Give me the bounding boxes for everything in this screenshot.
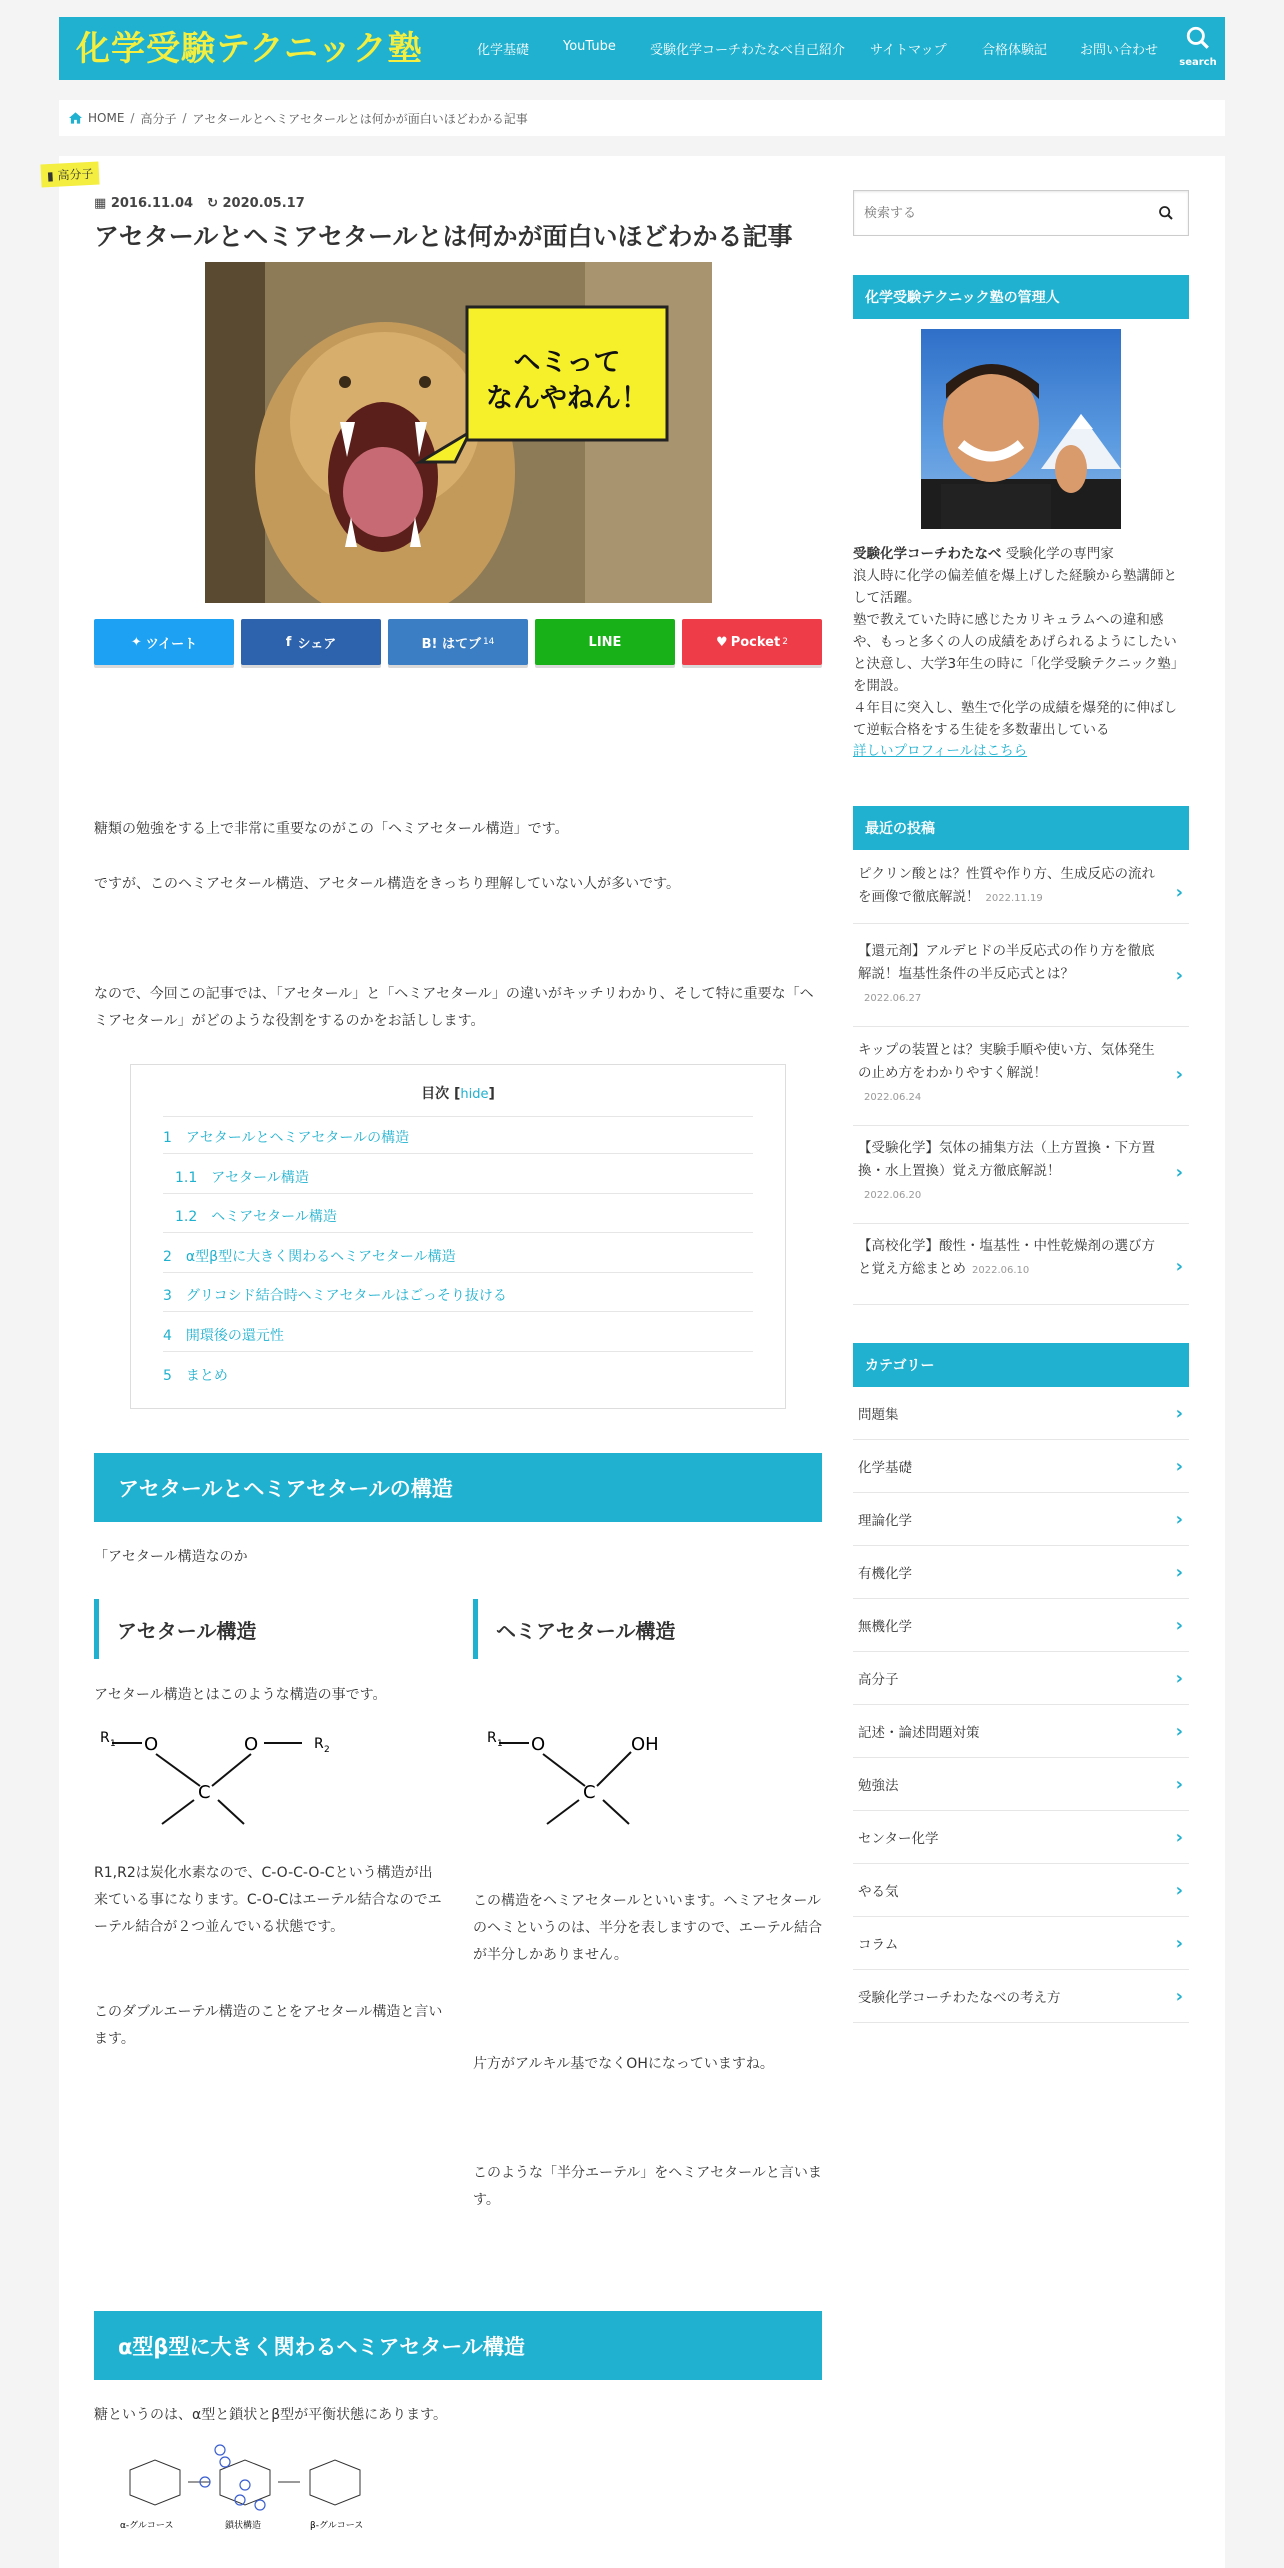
chevron-right-icon: ›	[1175, 1826, 1183, 1848]
hemiacetal-paragraph-1: この構造をヘミアセタールといいます。ヘミアセタールのヘミというのは、半分を表しますので、エーテル結合が半分しかありません。	[473, 1893, 823, 1963]
chevron-right-icon: ›	[1175, 1985, 1183, 2007]
acetal-paragraph-1: アセタール構造とはこのような構造の事です。	[94, 1687, 387, 1703]
category-item[interactable]	[853, 1864, 1189, 1917]
hemiacetal-label-oh: OH	[631, 1734, 659, 1755]
share-pocket-label: Pocket	[730, 634, 781, 650]
hemiacetal-structure-diagram	[481, 1728, 681, 1838]
breadcrumb-category[interactable]: 高分子	[140, 111, 177, 126]
category-item[interactable]	[853, 1970, 1189, 2023]
calendar-icon: ▦	[94, 196, 107, 211]
recent-post-title: 【高校化学】酸性・塩基性・中性乾燥剤の選び方と覚え方総まとめ	[858, 1238, 1155, 1277]
recent-post-title: キップの装置とは？実験手順や使い方、気体発生の止め方をわかりやすく解説！	[858, 1042, 1155, 1081]
recent-post-title: 【還元剤】アルデヒドの半反応式の作り方を徹底解説！塩基性条件の半反応式とは？	[858, 943, 1155, 982]
category-label: 化学基礎	[858, 1460, 912, 1476]
hemiacetal-label-r1-sub: 1	[497, 1739, 503, 1749]
hemiacetal-label-r1: R	[487, 1730, 497, 1746]
category-item[interactable]	[853, 1599, 1189, 1652]
toc-divider	[163, 1116, 753, 1117]
recent-post-date: 2022.06.20	[864, 1190, 922, 1201]
intro-paragraph-2: ですが、このヘミアセタール構造、アセタール構造をきっちり理解していない人が多いです。	[94, 876, 681, 892]
category-label: 理論化学	[858, 1513, 912, 1529]
acetal-label-r2-sub: 2	[324, 1745, 330, 1755]
admin-avatar	[921, 329, 1121, 529]
recent-posts-heading: 最近の投稿	[853, 806, 1189, 850]
published-date	[94, 196, 193, 211]
toc-item[interactable]: 1 アセタールとヘミアセタールの構造	[163, 1127, 753, 1154]
toc-item[interactable]: 1.1 アセタール構造	[163, 1167, 753, 1194]
search-icon[interactable]	[1158, 205, 1174, 221]
section1-lead: 「アセタール構造なのか	[94, 1549, 248, 1565]
chevron-right-icon: ›	[1175, 1773, 1183, 1795]
acetal-label-o1: O	[144, 1734, 159, 1755]
share-line-button[interactable]	[535, 619, 675, 665]
nav-item-self-intro[interactable]: 受験化学コーチわたなべ自己紹介	[650, 43, 846, 58]
hemiacetal-paragraph-2: 片方がアルキル基でなくOHになっていますね。	[473, 2056, 774, 2072]
category-item[interactable]	[853, 1652, 1189, 1705]
hemiacetal-label-o: O	[531, 1734, 546, 1755]
category-label: 問題集	[858, 1407, 899, 1423]
chevron-right-icon: ›	[1175, 1508, 1183, 1530]
category-item[interactable]	[853, 1705, 1189, 1758]
search-label: search	[1179, 57, 1217, 68]
acetal-label-r2: R	[314, 1736, 324, 1752]
category-item[interactable]	[853, 1387, 1189, 1440]
avatar-illustration	[921, 329, 1121, 529]
category-item[interactable]	[853, 1917, 1189, 1970]
admin-bio-text: 受験化学の専門家 浪人時に化学の偏差値を爆上げした経験から塾講師として活躍。 塾で教えていた時に感じたカリキュラムへの違和感や、もっと多くの人の成績をあげられるようにしたいと決意し、大学3年生の時に「化学受験テクニック塾」を開設。 ４年目に突入し、塾生で化学の成績を爆発的に伸ばして逆転合格をする生徒を多数輩出している	[853, 546, 1185, 738]
recent-post-item[interactable]	[853, 1235, 1189, 1305]
acetal-label-r1-sub: 1	[110, 1739, 116, 1749]
admin-name: 受験化学コーチわたなべ	[853, 546, 1002, 562]
category-label: センター化学	[858, 1831, 939, 1847]
recent-post-item[interactable]	[853, 1039, 1189, 1126]
share-line-label: LINE	[588, 634, 622, 650]
category-widget-heading: カテゴリー	[853, 1343, 1189, 1387]
chevron-right-icon: ›	[1175, 1667, 1183, 1689]
intro-paragraph-1: 糖類の勉強をする上で非常に重要なのがこの「ヘミアセタール構造」です。	[94, 821, 569, 837]
share-hatena-button[interactable]	[388, 619, 528, 665]
acetal-paragraph-3: このダブルエーテル構造のことをアセタール構造と言います。	[94, 2004, 443, 2047]
diagram-label-alpha: α-グルコース	[120, 2521, 174, 2531]
recent-post-date: 2022.11.19	[985, 893, 1043, 904]
category-tag-label: 高分子	[57, 166, 94, 183]
lion-illustration	[205, 262, 712, 603]
post-dates	[94, 196, 305, 211]
category-label: コラム	[858, 1937, 899, 1953]
recent-post-date: 2022.06.24	[864, 1092, 922, 1103]
updated-date-value: 2020.05.17	[222, 196, 305, 211]
chevron-right-icon: ›	[1175, 1256, 1183, 1277]
chevron-right-icon: ›	[1175, 1932, 1183, 1954]
chevron-right-icon: ›	[1175, 965, 1183, 986]
hero-caption-line2: なんやねん！	[486, 383, 648, 414]
category-item[interactable]	[853, 1546, 1189, 1599]
share-facebook-button[interactable]	[241, 619, 381, 665]
category-label: 受験化学コーチわたなべの考え方	[858, 1990, 1061, 2006]
toc-title-label: 目次	[421, 1086, 450, 1102]
toc-item[interactable]: 5 まとめ	[163, 1368, 228, 1384]
breadcrumb-home[interactable]: HOME	[88, 111, 125, 125]
toc-item[interactable]: 2 α型β型に大きく関わるヘミアセタール構造	[163, 1246, 753, 1273]
nav-item-youtube[interactable]: YouTube	[563, 39, 616, 54]
table-of-contents	[130, 1064, 786, 1409]
chevron-right-icon: ›	[1175, 1879, 1183, 1901]
category-label: 無機化学	[858, 1619, 912, 1635]
section2-lead: 糖というのは、α型と鎖状とβ型が平衡状態にあります。	[94, 2407, 448, 2423]
admin-widget-heading: 化学受験テクニック塾の管理人	[853, 275, 1189, 319]
admin-bio	[853, 543, 1189, 741]
category-label: 有機化学	[858, 1566, 912, 1582]
diagram-label-beta: β-グルコース	[310, 2521, 364, 2531]
nav-item-testimonials[interactable]: 合格体験記	[982, 43, 1048, 58]
acetal-label-o2: O	[244, 1734, 259, 1755]
share-pocket-button[interactable]	[682, 619, 822, 665]
toc-item[interactable]: 1.2 ヘミアセタール構造	[163, 1206, 753, 1233]
category-item[interactable]	[853, 1493, 1189, 1546]
hemiacetal-heading: ヘミアセタール構造	[473, 1599, 822, 1659]
nav-item-kagaku-kiso[interactable]: 化学基礎	[477, 43, 530, 58]
updated-date	[207, 196, 305, 211]
recent-post-date: 2022.06.10	[972, 1265, 1030, 1276]
nav-item-contact[interactable]: お問い合わせ	[1080, 43, 1159, 58]
category-tag[interactable]	[40, 161, 100, 187]
chevron-right-icon: ›	[1175, 1402, 1183, 1424]
toc-hide-link[interactable]: hide	[460, 1087, 489, 1102]
header-search-button[interactable]	[1178, 23, 1218, 73]
glucose-equilibrium-diagram	[110, 2440, 390, 2540]
hemiacetal-paragraph-3: このような「半分エーテル」をヘミアセタールと言います。	[473, 2165, 822, 2208]
share-twitter-button[interactable]	[94, 619, 234, 665]
toc-item[interactable]: 4 開環後の還元性	[163, 1325, 753, 1352]
recent-post-title: ピクリン酸とは？性質や作り方、生成反応の流れを画像で徹底解説！	[858, 866, 1155, 905]
chevron-right-icon: ›	[1175, 882, 1183, 903]
nav-item-sitemap[interactable]: サイトマップ	[870, 43, 947, 58]
recent-post-item[interactable]	[853, 940, 1189, 1027]
section-heading-structure: アセタールとヘミアセタールの構造	[94, 1453, 822, 1522]
share-facebook-label: シェア	[297, 636, 337, 652]
acetal-paragraph-2: R1,R2は炭化水素なので、C-O-C-O-Cという構造が出来ている事になります。C-O-Cはエーテル結合なのでエーテル結合が２つ並んでいる状態です。	[94, 1865, 442, 1935]
breadcrumb-current: アセタールとヘミアセタールとは何かが面白いほどわかる記事	[192, 111, 528, 126]
toc-item[interactable]: 3 グリコシド結合時ヘミアセタールはごっそり抜ける	[163, 1285, 753, 1312]
chevron-right-icon: ›	[1175, 1614, 1183, 1636]
breadcrumb-separator: /	[182, 111, 187, 125]
refresh-icon: ↻	[207, 196, 218, 211]
chevron-right-icon: ›	[1175, 1162, 1183, 1183]
hero-image	[205, 262, 712, 603]
share-pocket-count: 2	[782, 637, 788, 647]
hemiacetal-label-c: C	[583, 1782, 596, 1803]
intro-paragraph-3: なので、今回この記事では、「アセタール」と「ヘミアセタール」の違いがキッチリわかり、そして特に重要な「ヘミアセタール」がどのような役割をするのかをお話しします。	[94, 986, 814, 1029]
recent-post-item[interactable]	[853, 1137, 1189, 1224]
category-label: 高分子	[858, 1672, 899, 1688]
share-hatena-count: 14	[482, 637, 495, 647]
home-icon	[69, 112, 82, 124]
published-date-value: 2016.11.04	[110, 196, 194, 211]
diagram-label-chain: 鎖状構造	[225, 2521, 262, 2531]
breadcrumb	[59, 100, 1225, 136]
category-item[interactable]	[853, 1811, 1189, 1864]
section-heading-alpha-beta: α型β型に大きく関わるヘミアセタール構造	[94, 2311, 822, 2380]
acetal-label-r1: R	[100, 1730, 110, 1746]
folder-icon: ▮	[46, 168, 55, 184]
site-logo[interactable]: 化学受験テクニック塾	[76, 29, 423, 69]
pocket-icon: ♥	[716, 634, 728, 650]
admin-profile-link[interactable]: 詳しいプロフィールはこちら	[853, 743, 1028, 759]
twitter-icon: ✦	[130, 634, 142, 650]
recent-post-item[interactable]	[853, 863, 1189, 924]
category-label: 勉強法	[858, 1778, 899, 1794]
hero-caption-line1: ヘミって	[513, 347, 621, 378]
site-header	[59, 17, 1225, 80]
acetal-label-c: C	[198, 1782, 211, 1803]
recent-post-date: 2022.06.27	[864, 993, 922, 1004]
search-icon	[1185, 25, 1211, 51]
category-label: やる気	[858, 1884, 899, 1900]
chevron-right-icon: ›	[1175, 1455, 1183, 1477]
chevron-right-icon: ›	[1175, 1720, 1183, 1742]
chevron-right-icon: ›	[1175, 1064, 1183, 1085]
share-twitter-label: ツイート	[145, 636, 198, 652]
toc-title: 目次 [hide]	[421, 1086, 495, 1102]
acetal-structure-diagram	[94, 1728, 354, 1838]
acetal-heading: アセタール構造	[94, 1599, 434, 1659]
category-label: 記述・論述問題対策	[858, 1725, 980, 1741]
article-title: アセタールとヘミアセタールとは何かが面白いほどわかる記事	[94, 222, 793, 251]
category-item[interactable]	[853, 1758, 1189, 1811]
chevron-right-icon: ›	[1175, 1561, 1183, 1583]
sidebar-search-input[interactable]	[854, 191, 1134, 235]
category-item[interactable]	[853, 1440, 1189, 1493]
breadcrumb-separator: /	[130, 111, 135, 125]
sidebar-search-box	[853, 190, 1189, 236]
share-hatena-label: B! はてブ	[421, 636, 481, 652]
facebook-icon: f	[285, 634, 292, 650]
recent-post-title: 【受験化学】気体の捕集方法（上方置換・下方置換・水上置換）覚え方徹底解説！	[858, 1140, 1155, 1179]
